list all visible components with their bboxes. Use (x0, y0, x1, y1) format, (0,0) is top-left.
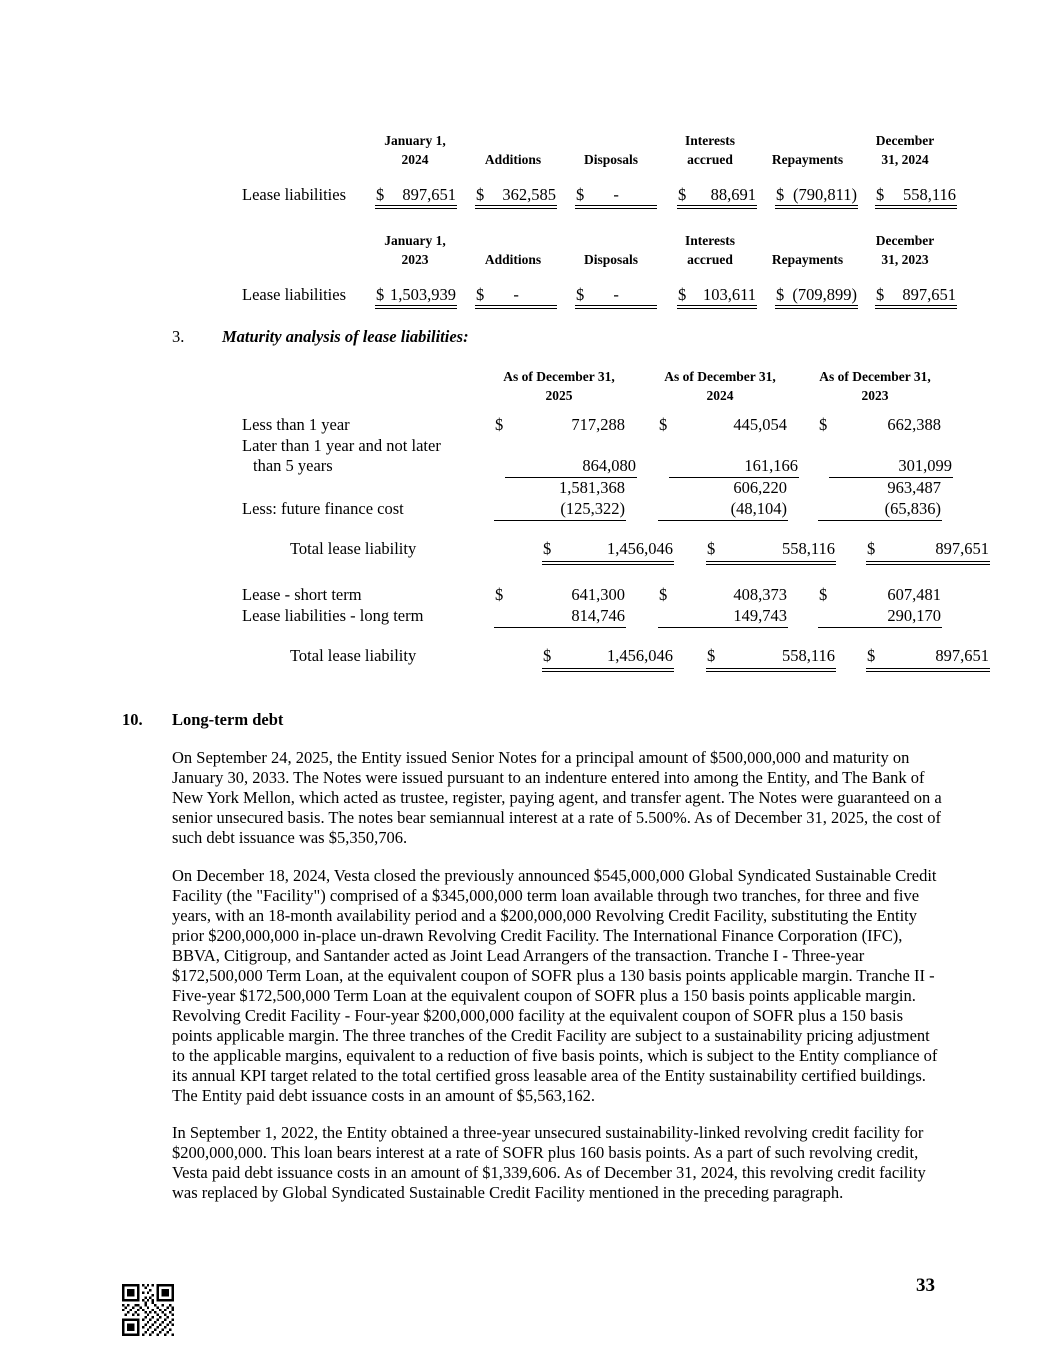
table-cell: $ 1,456,046 (542, 539, 674, 565)
row-label: Lease liabilities (242, 185, 347, 204)
qr-code (122, 1284, 174, 1336)
section-title: Long-term debt (172, 710, 284, 729)
section-number: 3. (172, 327, 185, 346)
paragraph-credit-facility: On December 18, 2024, Vesta closed the previously announced $545,000,000 Global Syndicated Sustainable Credit Facility (the "Facility") comprised of a $345,000,000 term loan available through two tranches, for three and five years, with an 18-month availability period and a $200,000,000 Revolving Credit Facility, substituting the Entity prior $200,000,000 in-place un-drawn Revolving Credit Facility. The International Finance Corporation (IFC), BBVA, Citigroup, and Santander acted as Joint Lead Arrangers of the transaction. Tranche I - Three-year $172,500,000 Term Loan, at the equivalent coupon of SOFR plus a 130 basis points applicable margin. Tranche II - Five-year $172,500,000 Term Loan at the equivalent coupon of SOFR plus a 150 basis points applicable margin. Revolving Credit Facility - Four-year $200,000,000 facility at the equivalent coupon of SOFR plus a 150 basis points applicable margin. The three tranches of the Credit Facility are subject to a sustainability pricing adjustment to the applicable margins, equivalent to a reduction of five basis points, which is subject to the Entity compliance of its annual KPI target related to the total certified gross leasable area of the Entity sustainability certified buildings. The Entity paid debt issuance costs in an amount of $5,563,162. (172, 866, 938, 1105)
column-header: Repayments (771, 152, 844, 167)
table-cell: $ 445,054 (659, 415, 787, 434)
column-header: Repayments (771, 252, 844, 267)
column-header: Disposals (583, 152, 639, 167)
row-label: Less: future finance cost (242, 499, 404, 518)
table-cell: $ 717,288 (495, 415, 625, 434)
table-cell: $ 641,300 (495, 585, 625, 604)
table-cell: $ 558,116 (875, 186, 957, 209)
row-label: Lease liabilities - long term (242, 606, 424, 625)
table-cell: 864,080 (505, 456, 637, 478)
column-header: As of December 31, 2024 (664, 369, 776, 403)
table-cell: $ (790,811) (775, 186, 858, 209)
lease-rollforward-2023-table (122, 231, 956, 309)
table-cell: $ 1,456,046 (542, 646, 674, 672)
table-cell: 301,099 (829, 456, 953, 478)
paragraph-senior-notes: On September 24, 2025, the Entity issued Senior Notes for a principal amount of $500,000,000 and maturity on January 30, 2033. The Notes were issued pursuant to an indenture entered into among the Entity, and The Bank of New York Mellon, which acted as trustee, register, paying agent, and transfer agent. The Notes were guaranteed on a senior unsecured basis. The notes bear semiannual interest at a rate of 5.500%. As of December 31, 2025, the cost of such debt issuance was $5,350,706. (172, 748, 942, 847)
row-label: Lease - short term (242, 585, 362, 604)
column-header: January 1, 2023 (384, 233, 446, 267)
column-header: December 31, 2024 (875, 133, 935, 167)
page-content (122, 0, 989, 1203)
row-label: Less than 1 year (242, 415, 350, 434)
table-row (242, 606, 947, 628)
column-header: December 31, 2023 (875, 233, 935, 267)
table-cell: $ 362,585 (475, 186, 557, 209)
table-row (242, 185, 956, 209)
column-header: Interests accrued (685, 233, 735, 267)
table-cell: $ - (575, 286, 657, 309)
total-row (242, 539, 989, 565)
table-cell: $ (709,899) (775, 286, 858, 309)
column-header: Disposals (583, 252, 639, 267)
row-label: than 5 years (253, 456, 333, 475)
table-cell: $ 897,651 (875, 286, 957, 309)
table-cell: 814,746 (494, 606, 626, 628)
table-cell: $ - (575, 186, 657, 209)
paragraph-revolving-credit: In September 1, 2022, the Entity obtained a three-year unsecured sustainability-linked revolving credit facility for $200,000,000. This loan bears interest at a rate of SOFR plus 160 basis points. As a part of such revolving credit, Vesta paid debt issuance costs in an amount of $1,339,606. As of December 31, 2024, this revolving credit facility was replaced by Global Syndicated Sustainable Credit Facility mentioned in the preceding paragraph. (172, 1123, 926, 1202)
table-row (242, 456, 952, 478)
table-cell: (48,104) (658, 499, 788, 521)
table-cell: $ - (475, 286, 557, 309)
table-row (242, 478, 947, 499)
table-cell: $ 897,651 (866, 539, 990, 565)
column-header: As of December 31, 2025 (503, 369, 615, 403)
lease-rollforward-2024-table (122, 131, 956, 209)
column-header: Additions (484, 252, 542, 267)
table-cell: 290,170 (818, 606, 942, 628)
table-row (242, 499, 947, 521)
section-3-heading (172, 327, 947, 347)
table-cell: $ 558,116 (706, 646, 836, 672)
page-number: 33 (916, 1275, 935, 1296)
column-header: Interests accrued (685, 133, 735, 167)
table-row (242, 415, 947, 436)
table-cell: (65,836) (818, 499, 942, 521)
total-row (242, 646, 989, 672)
table-row (242, 585, 947, 606)
table-cell: $ 558,116 (706, 539, 836, 565)
row-label: Later than 1 year and not later (242, 436, 441, 455)
row-label: Lease liabilities (242, 285, 347, 304)
table-row (242, 285, 956, 309)
table-cell: $ 103,611 (677, 286, 757, 309)
column-header: January 1, 2024 (384, 133, 446, 167)
table-header-row (242, 131, 947, 169)
table-cell: $ 1,503,939 (375, 286, 457, 309)
table-cell: 606,220 (733, 478, 787, 497)
row-label: Total lease liability (290, 646, 417, 665)
section-title: Maturity analysis of lease liabilities: (222, 327, 469, 346)
section-10-heading (122, 710, 947, 730)
section-number: 10. (122, 710, 143, 729)
table-cell: 149,743 (658, 606, 788, 628)
table-cell: 161,166 (669, 456, 799, 478)
table-header-row (242, 231, 947, 269)
table-header-row (242, 367, 947, 405)
table-cell: 1,581,368 (559, 478, 625, 497)
table-cell: $ 662,388 (819, 415, 941, 434)
table-cell: $ 897,651 (375, 186, 457, 209)
table-cell: $ 408,373 (659, 585, 787, 604)
table-cell: 963,487 (887, 478, 941, 497)
table-row (242, 436, 947, 456)
column-header: As of December 31, 2023 (819, 369, 931, 403)
table-cell: (125,322) (494, 499, 626, 521)
column-header: Additions (484, 152, 542, 167)
row-label: Total lease liability (290, 539, 417, 558)
table-cell: $ 88,691 (677, 186, 757, 209)
table-cell: $ 607,481 (819, 585, 941, 604)
maturity-analysis-table (242, 367, 989, 672)
table-cell: $ 897,651 (866, 646, 990, 672)
